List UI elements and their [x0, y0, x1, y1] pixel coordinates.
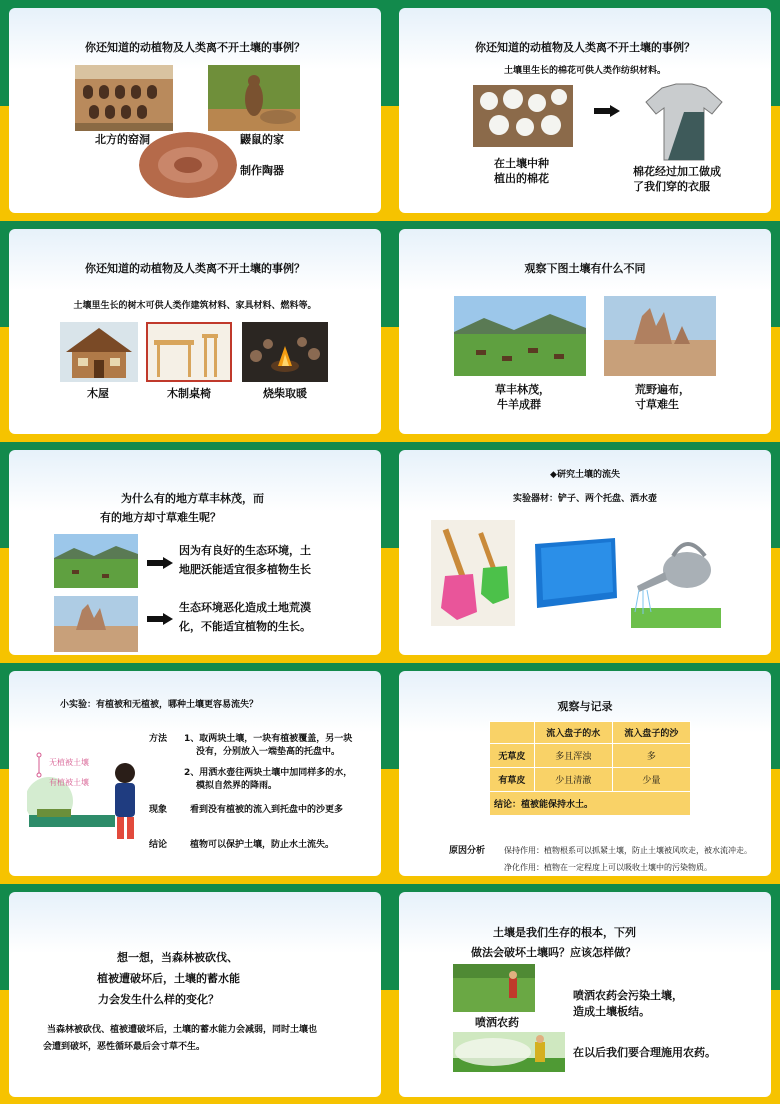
wooden-house-image — [60, 322, 138, 382]
caption-fire: 烧柴取暖 — [263, 387, 307, 400]
slide-title: 你还知道的动植物及人类离不开土壤的事例？ — [85, 262, 305, 275]
slide-card — [399, 450, 771, 655]
row-label-with-turf: 有草皮 — [490, 768, 535, 792]
method-1b: 没有，分别放入一端垫高的托盘中。 — [196, 747, 341, 757]
caption-barren-1: 荒野遍布， — [635, 383, 690, 396]
watering-can-image — [631, 528, 721, 628]
slide-6[interactable] — [390, 442, 780, 663]
record-table — [489, 721, 691, 816]
caption-table: 木制桌椅 — [167, 387, 211, 400]
slide-title: 你还知道的动植物及人类离不开土壤的事例？ — [475, 41, 695, 54]
table-header-row — [490, 722, 691, 744]
caption-shirt-2: 了我们穿的衣服 — [633, 180, 710, 193]
answer-1-line-2: 造成土壤板结。 — [573, 1005, 650, 1018]
table-corner-cell — [490, 722, 535, 744]
answer-line-1: 当森林被砍伐、植被遭破坏后，土壤的蓄水能力会减弱，同时土壤也 — [47, 1025, 318, 1035]
answer-2-line-1: 生态环境恶化造成土地荒漠 — [179, 601, 311, 614]
slide-card — [9, 450, 381, 655]
table-row — [490, 744, 691, 768]
campfire-image — [242, 322, 328, 382]
slide-title: ◆研究土壤的流失 — [550, 470, 620, 480]
caption-spray: 喷洒农药 — [475, 1016, 519, 1029]
slide-5[interactable] — [0, 442, 390, 663]
analysis-line-1: 保持作用：植物根系可以抓紧土壤，防止土壤被风吹走，被水流冲走。 — [504, 846, 752, 855]
analysis-label: 原因分析 — [449, 846, 486, 856]
answer-1-line-2: 地肥沃能适宜很多植物生长 — [179, 563, 311, 576]
grassland-image — [454, 296, 586, 376]
method-2a: 2、用洒水壶往两块土壤中加同样多的水， — [184, 768, 353, 778]
slide-card — [9, 892, 381, 1097]
arrow-right-icon — [147, 557, 173, 569]
caption-barren-2: 寸草难生 — [635, 398, 679, 411]
shovel-image — [431, 520, 515, 626]
question-line-1: 想一想，当森林被砍伐、 — [117, 951, 238, 964]
tray-image — [529, 528, 621, 620]
slide-10[interactable] — [390, 884, 780, 1104]
caption-pottery: 制作陶器 — [240, 164, 284, 177]
slide-card — [9, 671, 381, 876]
arrow-right-icon — [594, 105, 620, 117]
caption-green-1: 草丰林茂， — [495, 383, 550, 396]
barren-thumb — [54, 596, 138, 652]
slide-title: 小实验：有植被和无植被，哪种土壤更容易流失？ — [60, 700, 259, 710]
label-method: 方法 — [149, 734, 168, 744]
cell-no-turf-sand: 多 — [612, 744, 690, 768]
slide-8[interactable] — [390, 663, 780, 884]
slide-card — [9, 229, 381, 434]
question-line-2: 做法会破坏土壤吗？应该怎样做？ — [471, 946, 636, 959]
tshirt-image — [644, 82, 724, 162]
answer-1-line-1: 喷洒农药会污染土壤， — [573, 989, 683, 1002]
slide-card — [399, 8, 771, 213]
conclusion-text: 植物可以保护土壤，防止水土流失。 — [190, 840, 335, 850]
cell-with-turf-sand: 少量 — [612, 768, 690, 792]
answer-2: 在以后我们要合理施用农药。 — [573, 1046, 716, 1059]
answer-1-line-1: 因为有良好的生态环境，土 — [179, 544, 311, 557]
answer-2-line-2: 化，不能适宜植物的生长。 — [179, 620, 311, 633]
table-header-sand: 流入盘子的沙 — [612, 722, 690, 744]
slide-title: 你还知道的动植物及人类离不开土壤的事例？ — [85, 41, 305, 54]
legend-with-vegetation: 有植被土壤 — [49, 778, 89, 787]
farmer-image — [453, 964, 535, 1012]
caption-marmot: 鼹鼠的家 — [240, 133, 284, 146]
slide-title: 观察与记录 — [557, 700, 613, 713]
slide-1[interactable] — [0, 0, 390, 221]
slide-3[interactable] — [0, 221, 390, 442]
slide-card — [399, 671, 771, 876]
marmot-image — [208, 65, 300, 131]
row-label-no-turf: 无草皮 — [490, 744, 535, 768]
cotton-image — [473, 85, 573, 147]
slide-card — [399, 229, 771, 434]
slide-subtitle: 土壤里生长的树木可供人类作建筑材料、家具材料、燃料等。 — [73, 301, 317, 311]
slide-2[interactable] — [390, 0, 780, 221]
table-header-water: 流入盘子的水 — [534, 722, 612, 744]
cell-no-turf-water: 多且浑浊 — [534, 744, 612, 768]
table-row — [490, 792, 691, 816]
label-conclusion: 结论 — [149, 840, 168, 850]
caption-house: 木屋 — [87, 387, 109, 400]
question-line-1: 为什么有的地方草丰林茂，而 — [121, 492, 264, 505]
label-phenomenon: 现象 — [149, 805, 168, 815]
method-2b: 模拟自然界的降雨。 — [196, 781, 278, 791]
table-row — [490, 768, 691, 792]
arrow-right-icon — [147, 613, 173, 625]
caption-cotton-2: 植出的棉花 — [494, 172, 549, 185]
method-1a: 1、取两块土壤，一块有植被覆盖，另一块 — [184, 734, 353, 744]
question-line-2: 植被遭破坏后，土壤的蓄水能 — [97, 972, 240, 985]
caption-green-2: 牛羊成群 — [497, 398, 541, 411]
legend-no-vegetation: 无植被土壤 — [49, 758, 89, 767]
barren-land-image — [604, 296, 716, 376]
phenomenon-text: 看到没有植被的流入到托盘中的沙更多 — [190, 805, 344, 815]
cell-with-turf-water: 少且清澈 — [534, 768, 612, 792]
question-line-2: 有的地方却寸草难生呢？ — [100, 511, 221, 524]
analysis-line-2: 净化作用：植物在一定程度上可以吸收土壤中的污染物质。 — [504, 863, 712, 872]
wooden-furniture-image — [146, 322, 232, 382]
spraying-image — [453, 1032, 565, 1072]
slide-title: 观察下图土壤有什么不同 — [524, 262, 646, 275]
slide-9[interactable] — [0, 884, 390, 1104]
answer-line-2: 会遭到破坏，恶性循环最后会寸草不生。 — [43, 1042, 206, 1052]
grassland-thumb — [54, 534, 138, 588]
table-conclusion: 结论：植被能保持水土。 — [490, 792, 691, 816]
question-line-1: 土壤是我们生存的根本，下列 — [493, 926, 636, 939]
caption-cotton-1: 在土壤中种 — [494, 157, 549, 170]
slide-4[interactable] — [390, 221, 780, 442]
slide-card — [399, 892, 771, 1097]
cave-dwelling-image — [75, 65, 173, 131]
slide-subtitle: 土壤里生长的棉花可供人类作纺织材料。 — [503, 66, 666, 76]
materials-text: 实验器材：铲子、两个托盘、洒水壶 — [512, 494, 657, 504]
caption-cave: 北方的窑洞 — [95, 133, 150, 146]
caption-shirt-1: 棉花经过加工做成 — [633, 165, 721, 178]
slide-7[interactable] — [0, 663, 390, 884]
question-line-3: 力会发生什么样的变化？ — [98, 993, 219, 1006]
pottery-image — [139, 132, 237, 198]
slide-card — [9, 8, 381, 213]
